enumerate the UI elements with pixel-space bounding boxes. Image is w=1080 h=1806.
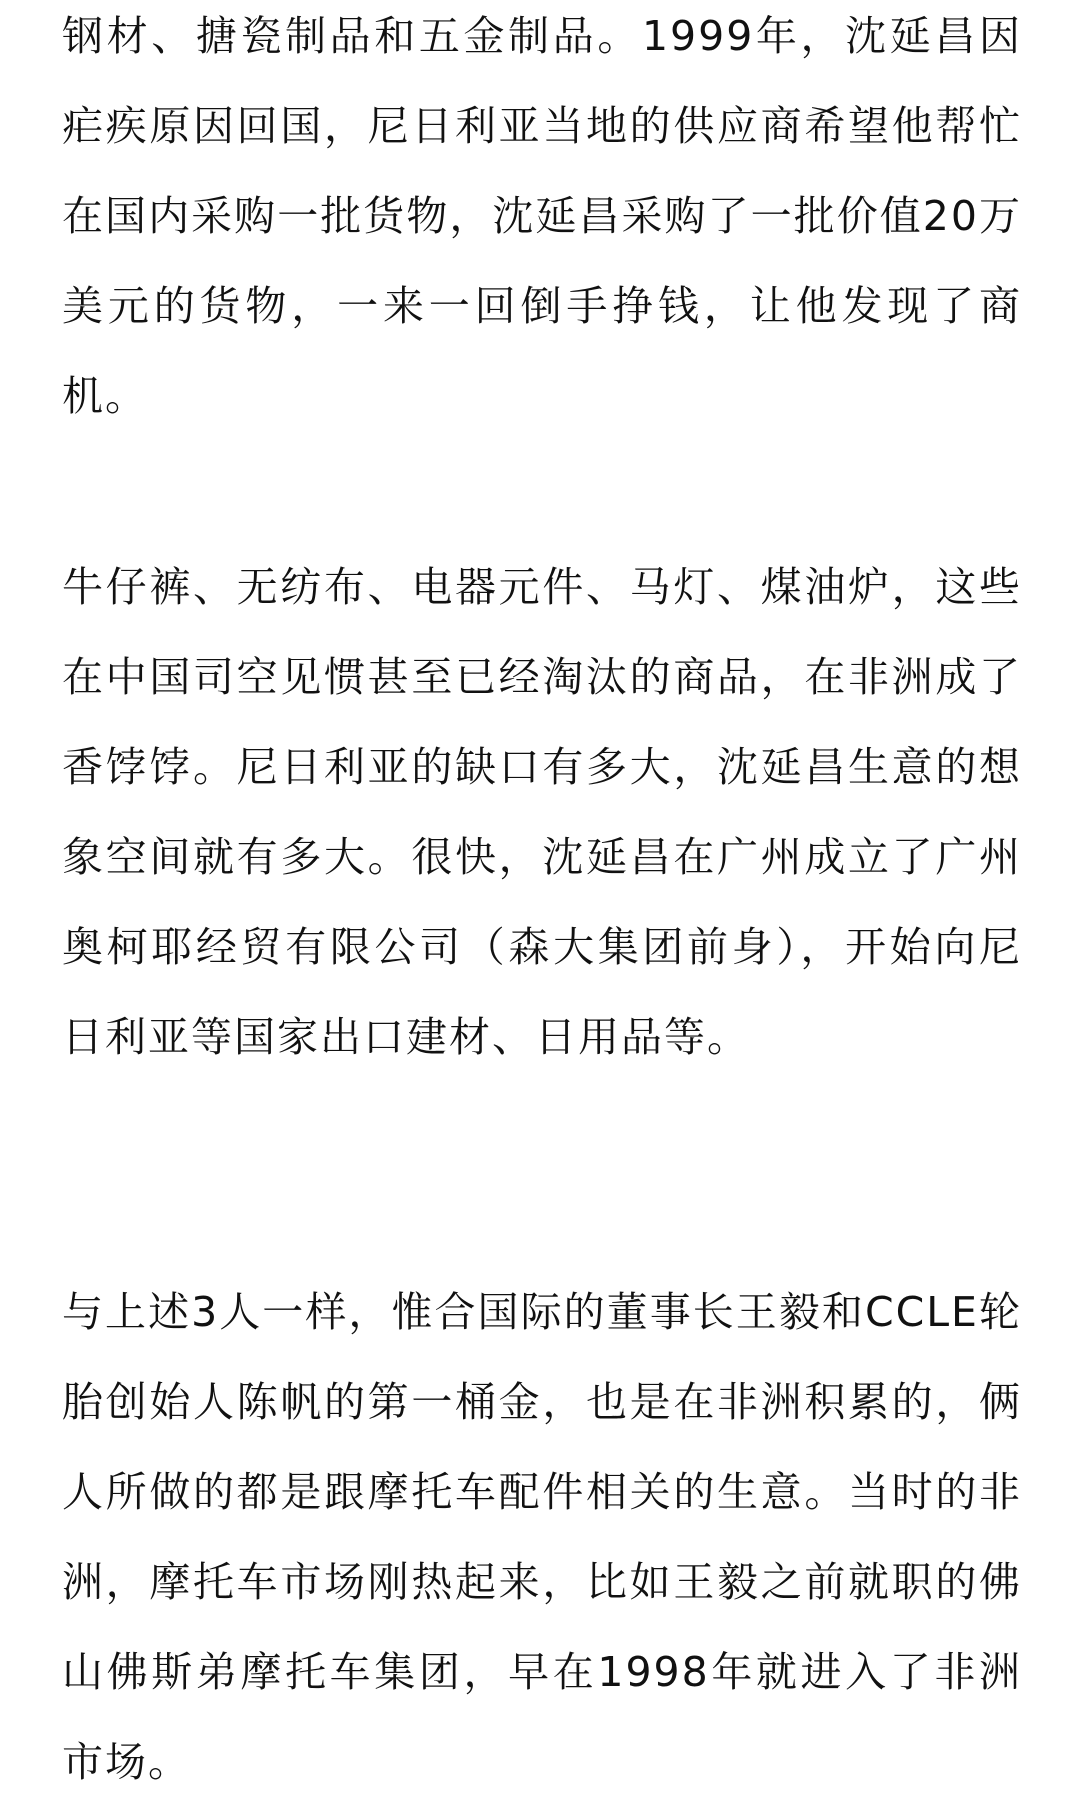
article-paragraph: 牛仔裤、无纺布、电器元件、马灯、煤油炉，这些在中国司空见惯甚至已经淘汰的商品，在非洲成了香饽饽。尼日利亚的缺口有多大，沈延昌生意的想象空间就有多大。很快，沈延昌在广州成立了广州奥柯耶经贸有限公司（森大集团前身），开始向尼日利亚等国家出口建材、日用品等。 bbox=[62, 563, 1022, 1061]
article-body bbox=[62, 0, 1022, 1806]
article-paragraph: 钢材、搪瓷制品和五金制品。1999年，沈延昌因疟疾原因回国，尼日利亚当地的供应商希望他帮忙在国内采购一批货物，沈延昌采购了一批价值20万美元的货物，一来一回倒手挣钱，让他发现了商机。 bbox=[62, 12, 1022, 420]
article-paragraph: 与上述3人一样，惟合国际的董事长王毅和CCLE轮胎创始人陈帆的第一桶金，也是在非洲积累的，俩人所做的都是跟摩托车配件相关的生意。当时的非洲，摩托车市场刚热起来，比如王毅之前就职的佛山佛斯弟摩托车集团，早在1998年就进入了非洲市场。 bbox=[62, 1288, 1022, 1786]
